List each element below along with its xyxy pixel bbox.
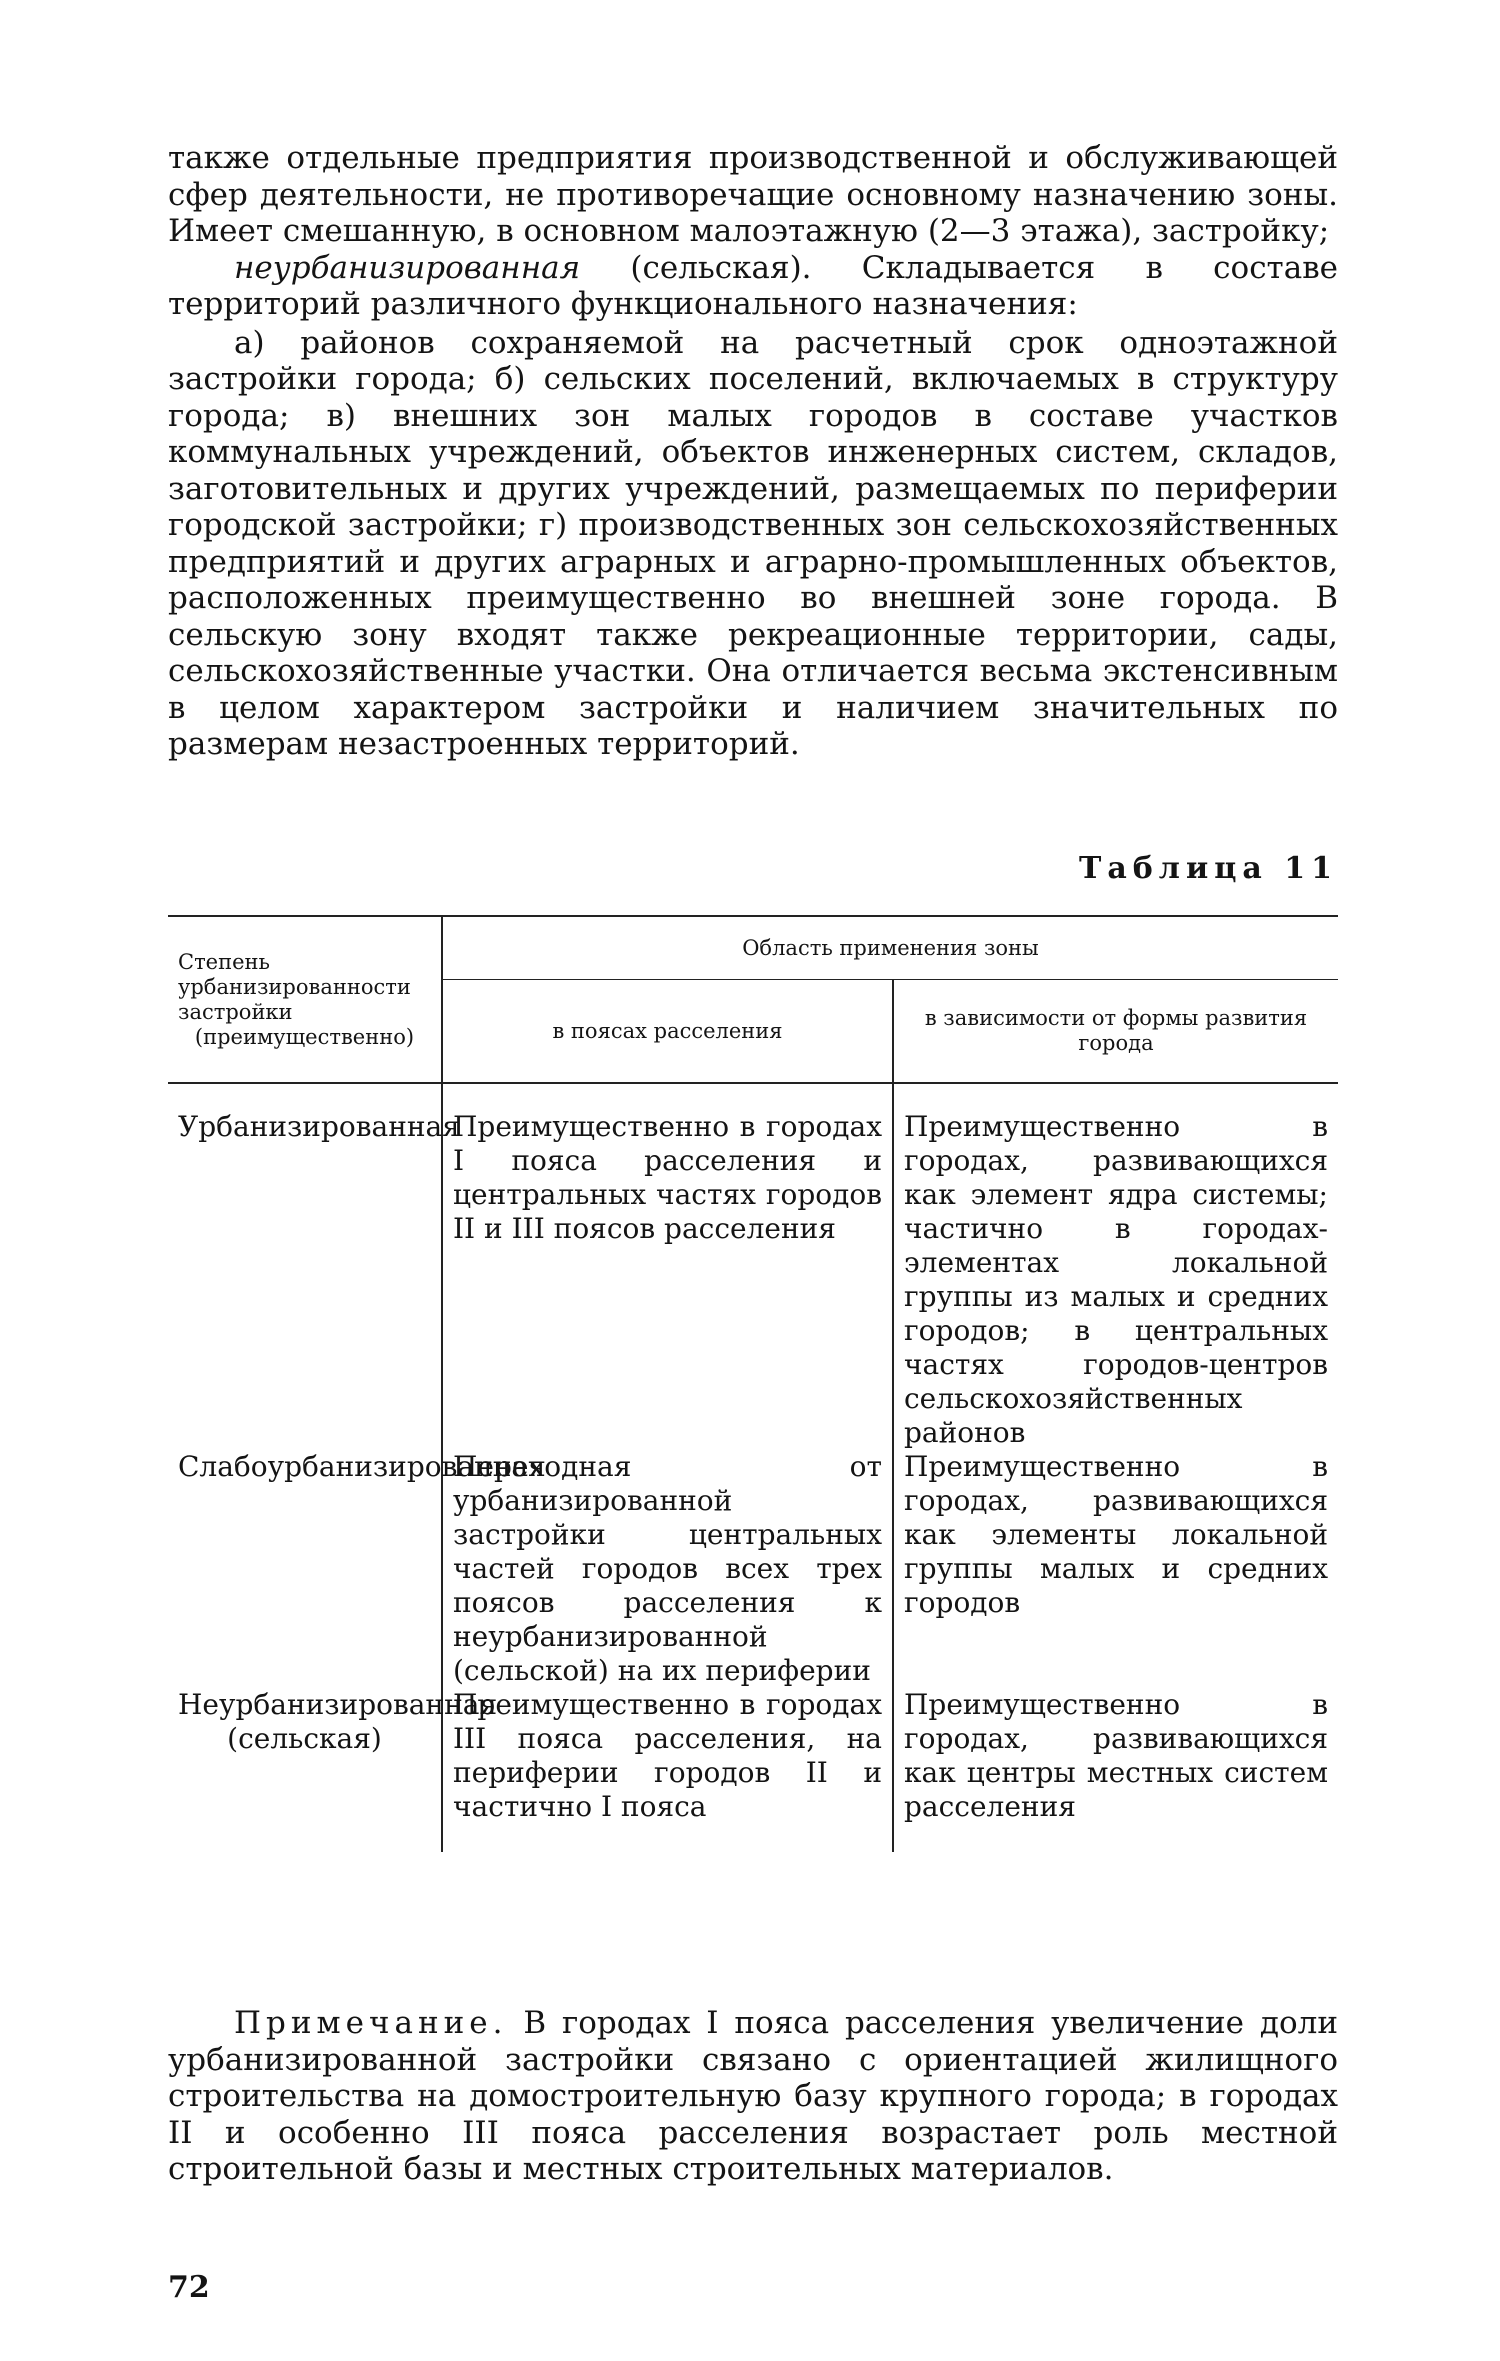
cell-by-form: Преимущественно в городах, развивающихся как элемент ядра системы; частично в городах-элементах локальной группы из малых и средних городов; в центральных частях городов-центров сельскохозяйственных районов (904, 1110, 1328, 1449)
cell-by-belts: Преимущественно в городах III пояса расселения, на периферии городов II и частично I пояса (442, 1688, 893, 1852)
table-row (168, 1688, 1338, 1852)
cell-by-belts: Преимущественно в городах I пояса расселения и центральных частях городов II и III поясов расселения (442, 1083, 893, 1450)
body-paragraph-2-text: (сельская). Складывается в составе территорий различного функционального назначения: (168, 249, 1338, 322)
table-note (168, 2005, 1338, 2188)
table-row (168, 1450, 1338, 1688)
zones-table (168, 915, 1338, 1852)
note-text: В городах I пояса расселения увеличение доли урбанизированной застройки связано с ориентацией жилищного строительства на домостроительную базу крупного города; в городах II и особенно III пояса расселения возрастает роль местной строительной базы и местных строительных материалов. (168, 2005, 1338, 2187)
header-by-belts: в поясах расселения (442, 980, 893, 1084)
term-rural: неурбанизированная (234, 249, 581, 286)
table-row (168, 1083, 1338, 1450)
body-paragraph-3: а) районов сохраняемой на расчетный срок одноэтажной застройки города; б) сельских поселений, включаемых в структуру города; в) внешних зон малых городов в составе участков коммунальных учреждений, объектов инженерных систем, складов, заготовительных и других учреждений, размещаемых по периферии городской застройки; г) производственных зон сельскохозяйственных предприятий и других аграрных и аграрно-промышленных объектов, расположенных преимущественно во внешней зоне города. В сельскую зону входят также рекреационные территории, сады, сельскохозяйственные участки. Она отличается весьма экстенсивным в целом характером застройки и наличием значительных по размерам незастроенных территорий. (168, 324, 1338, 762)
page-number: 72 (168, 2270, 210, 2305)
cell-degree: Неурбанизированная (сельская) (168, 1688, 442, 1852)
body-paragraph-2 (168, 250, 1338, 323)
cell-by-form: Преимущественно в городах, развивающихся как центры местных систем расселения (904, 1688, 1328, 1823)
body-paragraph-1: также отдельные предприятия производственной и обслуживающей сфер деятельности, не противоречащие основному назначению зоны. Имеет смешанную, в основном малоэтажную (2—3 этажа), застройку; (168, 140, 1338, 249)
note-label: Примечание. (234, 2005, 508, 2041)
cell-by-belts: Переходная от урбанизированной застройки центральных частей городов всех трех поясов расселения к неурбанизированной (сельской) на их периферии (442, 1450, 893, 1688)
table-body (168, 1083, 1338, 1852)
header-application-area: Область применения зоны (442, 916, 1338, 980)
cell-by-form: Преимущественно в городах, развивающихся как элементы локальной группы малых и средних городов (904, 1450, 1328, 1619)
cell-degree: Слабоурбанизированная (168, 1450, 442, 1688)
header-degree: Степень урбанизированности застройки (преимущественно) (168, 916, 442, 1083)
page (168, 140, 1338, 2305)
table-title: Таблица 11 (1079, 851, 1338, 886)
header-by-form: в зависимости от формы развития города (893, 980, 1338, 1084)
table-header (168, 916, 1338, 1083)
cell-degree: Урбанизированная (168, 1083, 442, 1450)
